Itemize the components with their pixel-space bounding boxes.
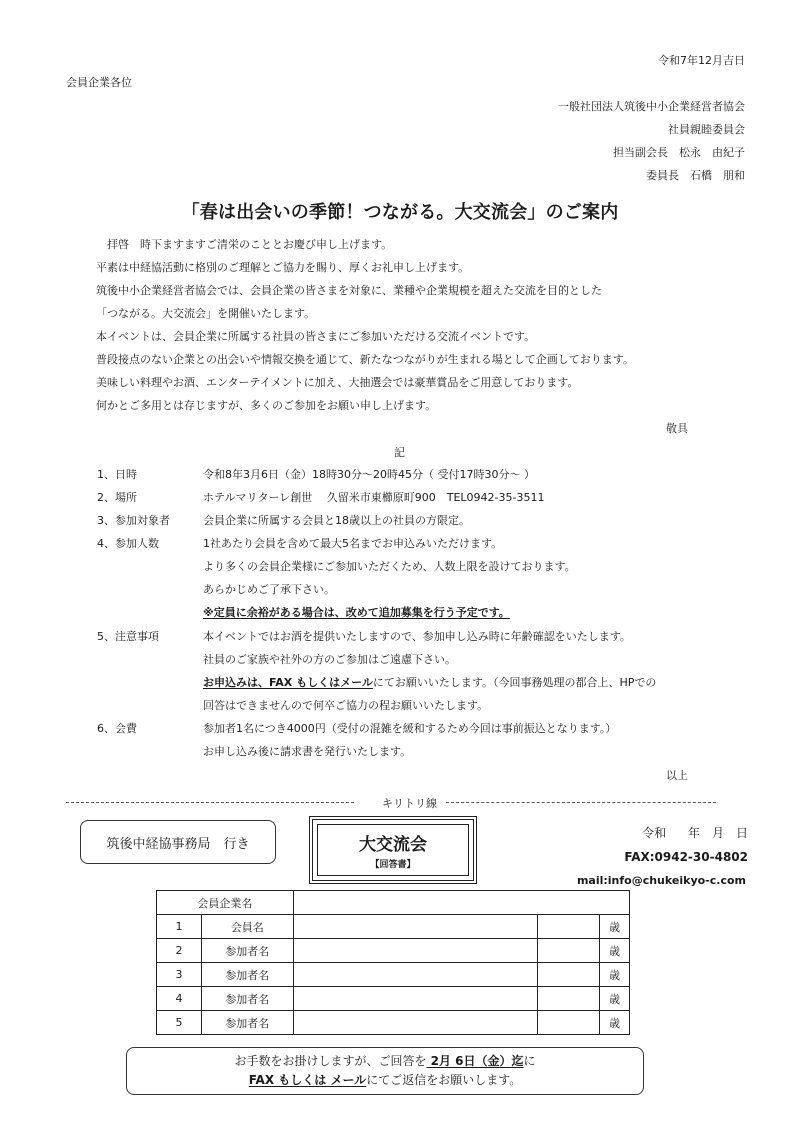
note-line-1 (127, 1052, 643, 1071)
application-method-emphasis: お申込みは、FAX もしくはメール (203, 676, 373, 689)
name-field[interactable] (293, 939, 537, 963)
issue-date: 令和7年12月吉日 (658, 54, 745, 67)
capacity-extra-note: ※定員に余裕がある場合は、改めて追加募集を行う予定です。 (203, 606, 510, 619)
item-value-datetime: 令和8年3月6日（金）18時30分～20時45分（ 受付17時30分～ ） (203, 468, 535, 481)
sender-committee: 社員親睦委員会 (668, 123, 745, 136)
fax-number: FAX:0942-30-4802 (624, 850, 748, 864)
age-unit: 歳 (600, 987, 630, 1011)
row-label: 参加者名 (201, 963, 293, 987)
row-number: 1 (157, 915, 202, 939)
application-method-text: にてお願いいたします。（今回事務処理の都合上、HPでの (372, 676, 657, 689)
closing-keigu: 敬具 (666, 422, 688, 435)
cut-line (66, 796, 716, 808)
row-number: 3 (157, 963, 202, 987)
reply-form-subtitle: 【回答書】 (370, 860, 416, 870)
item-label-venue: 2、場所 (97, 491, 137, 504)
body-line: 普段接点のない企業との出会いや情報交換を通じて、新たなつながりが生まれる場として企画しております。 (96, 353, 634, 366)
reply-method: FAX もしくは メール (248, 1073, 367, 1087)
sender-org: 一般社団法人筑後中小企業経営者協会 (558, 100, 745, 113)
age-field[interactable] (538, 939, 600, 963)
name-field[interactable] (293, 915, 537, 939)
item-label-eligibility: 3、参加対象者 (97, 514, 170, 527)
item-label-fee: 6、会費 (97, 722, 137, 735)
cut-line-dash-right (446, 802, 716, 803)
row-number: 5 (157, 1011, 202, 1035)
sender-chair: 委員長 石橋 朋和 (646, 169, 745, 182)
reply-form-title: 大交流会 (359, 835, 427, 855)
row-label: 会員名 (201, 915, 293, 939)
note-text: に (523, 1054, 536, 1068)
name-field[interactable] (293, 1011, 537, 1035)
item-value-fee: 参加者1名につき4000円（受付の混雑を緩和するため今回は事前振込となります。） (203, 722, 617, 735)
reply-date-field: 令和 年 月 日 (642, 826, 748, 840)
age-unit: 歳 (600, 939, 630, 963)
row-number: 2 (157, 939, 202, 963)
item-value-capacity: 1社あたり会員を含めて最大5名までお申込みいただけます。 (203, 537, 503, 550)
age-field[interactable] (538, 987, 600, 1011)
item-value-capacity: より多くの会員企業様にご参加いただくため、人数上限を設けております。 (203, 560, 576, 573)
age-unit: 歳 (600, 963, 630, 987)
age-unit: 歳 (600, 1011, 630, 1035)
body-line: 美味しい料理やお酒、エンターテイメントに加え、大抽選会では豪華賞品をご用意しております。 (96, 376, 579, 389)
row-label: 参加者名 (201, 1011, 293, 1035)
reply-form-table (156, 890, 630, 1035)
note-text: お手数をお掛けしますが、ご回答を (234, 1054, 427, 1068)
closing-ijou: 以上 (666, 769, 688, 782)
row-label: 参加者名 (201, 939, 293, 963)
item-value-capacity: あらかじめご了承下さい。 (203, 583, 335, 596)
document-title: 「春は出会いの季節！つながる。大交流会」のご案内 (181, 202, 619, 223)
body-line: 「つながる。大交流会」を開催いたします。 (96, 307, 316, 320)
table-row-company (157, 891, 630, 915)
age-field[interactable] (538, 1011, 600, 1035)
age-field[interactable] (538, 963, 600, 987)
item-label-datetime: 1、日時 (97, 468, 137, 481)
addressee: 会員企業各位 (66, 76, 132, 89)
name-field[interactable] (293, 963, 537, 987)
name-field[interactable] (293, 987, 537, 1011)
row-number: 4 (157, 987, 202, 1011)
table-row (157, 939, 630, 963)
item-value-notes: 本イベントではお酒を提供いたしますので、参加申し込み時に年齢確認をいたします。 (203, 630, 631, 643)
item-value-fee: お申し込み後に請求書を発行いたします。 (203, 745, 412, 758)
table-row (157, 1011, 630, 1035)
table-row (157, 963, 630, 987)
reply-deadline-note (126, 1047, 644, 1095)
body-line: 本イベントは、会員企業に所属する社員の皆さまにご参加いただける交流イベントです。 (96, 330, 536, 343)
cut-line-label: キリトリ線 (382, 797, 437, 810)
company-name-field[interactable] (293, 891, 629, 915)
note-text: にてご返信をお願いします。 (366, 1073, 522, 1087)
item-value-notes (203, 674, 656, 690)
item-label-notes: 5、注意事項 (97, 630, 159, 643)
body-line: 筑後中小企業経営者協会では、会員企業の皆さまを対象に、業種や企業規模を超えた交流を目的とした (96, 284, 602, 297)
recipient-box: 筑後中経協事務局 行き (80, 820, 276, 864)
sender-vice-chair: 担当副会長 松永 由紀子 (613, 146, 745, 159)
item-value-eligibility: 会員企業に所属する会員と18歳以上の社員の方限定。 (203, 514, 470, 527)
body-line: 拝啓 時下ますますご清栄のこととお慶び申し上げます。 (96, 238, 393, 251)
table-row (157, 915, 630, 939)
item-label-capacity: 4、参加人数 (97, 537, 159, 550)
cut-line-dash-left (66, 802, 354, 803)
table-row (157, 987, 630, 1011)
age-unit: 歳 (600, 915, 630, 939)
item-value-notes: 回答はできませんので何卒ご協力の程お願いいたします。 (203, 699, 489, 712)
row-label: 参加者名 (201, 987, 293, 1011)
note-line-2 (127, 1071, 643, 1090)
item-value-venue: ホテルマリターレ創世 久留米市東櫛原町900 TEL0942-35-3511 (203, 491, 545, 504)
company-name-label: 会員企業名 (157, 891, 294, 915)
body-line: 平素は中経協活動に格別のご理解とご協力を賜り、厚くお礼申し上げます。 (96, 261, 470, 274)
reply-form-title-box (309, 816, 477, 884)
body-line: 何かとご多用とは存じますが、多くのご参加をお願い申し上げます。 (96, 399, 437, 412)
ki-heading: 記 (394, 446, 405, 459)
reply-deadline: 2月 6日（金）迄 (426, 1054, 524, 1068)
email-address: mail:info@chukeikyo-c.com (576, 874, 746, 887)
age-field[interactable] (538, 915, 600, 939)
item-value-notes: 社員のご家族や社外の方のご参加はご遠慮下さい。 (203, 653, 456, 666)
